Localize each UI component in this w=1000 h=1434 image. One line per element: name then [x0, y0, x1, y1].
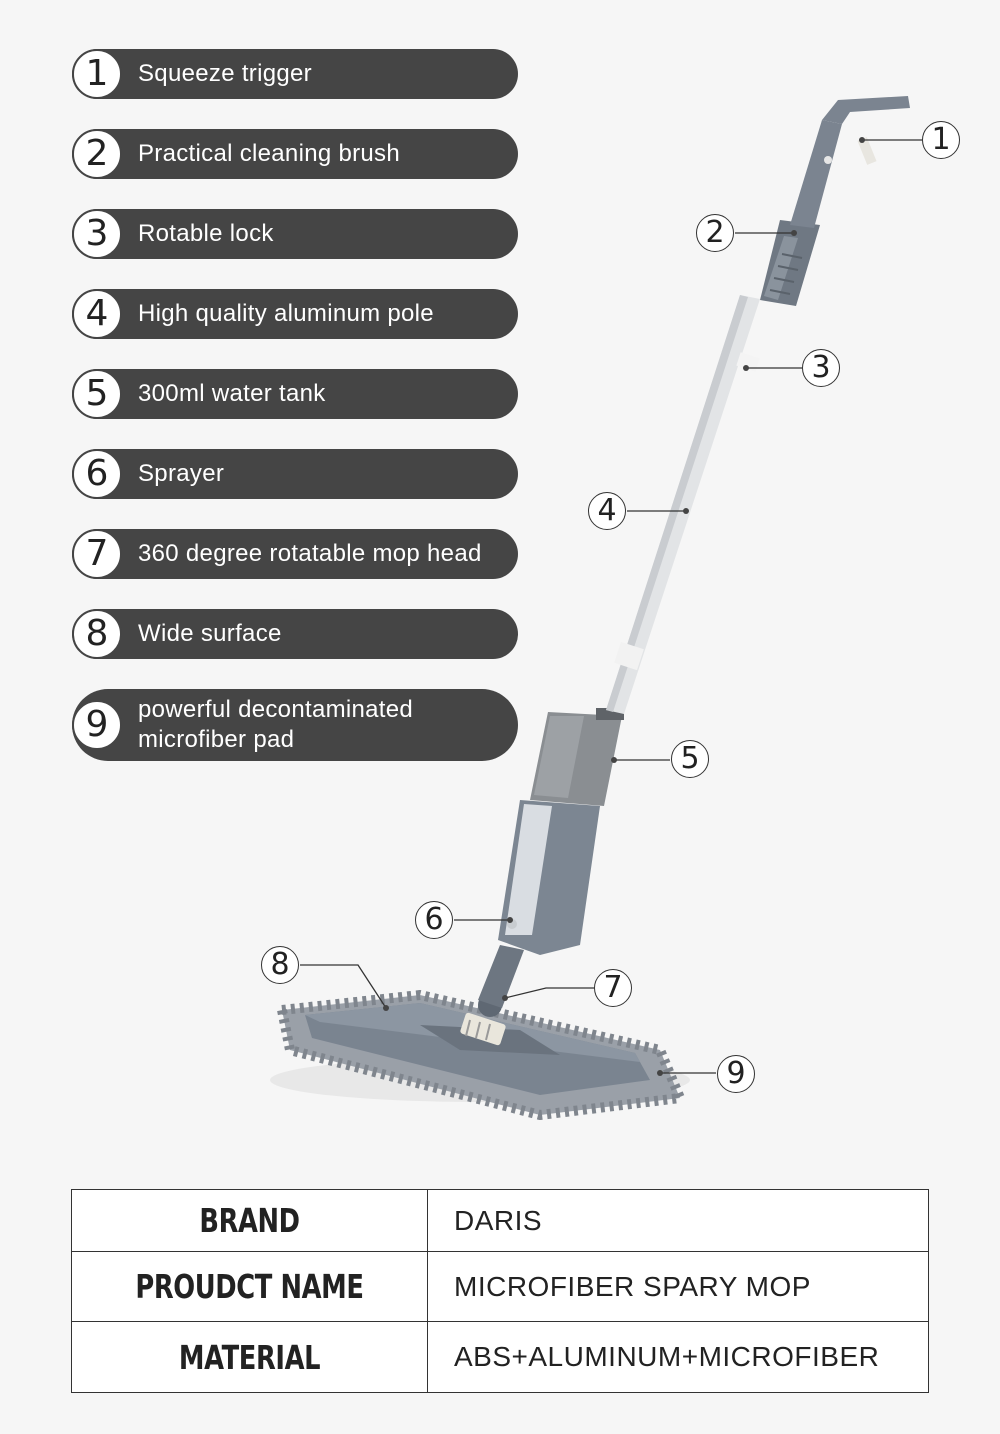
spec-value: ABS+ALUMINUM+MICROFIBER	[428, 1322, 929, 1393]
spec-table	[71, 1189, 929, 1393]
callout-3: 3	[802, 349, 840, 387]
feature-label: 300ml water tank	[138, 380, 326, 407]
callout-8: 8	[261, 946, 299, 984]
callout-6: 6	[415, 901, 453, 939]
feature-label: Wide surface	[138, 620, 282, 647]
feature-label: Rotable lock	[138, 220, 274, 247]
leader-lines	[300, 140, 922, 1073]
aluminum-pole	[606, 295, 760, 714]
feature-number: 1	[72, 49, 122, 99]
water-tank	[498, 708, 624, 955]
callout-1: 1	[922, 121, 960, 159]
table-row	[72, 1190, 929, 1252]
feature-number: 9	[72, 700, 122, 750]
feature-number: 5	[72, 369, 122, 419]
spec-value: MICROFIBER SPARY MOP	[428, 1252, 929, 1322]
spec-value: DARIS	[428, 1190, 929, 1252]
callout-2: 2	[696, 214, 734, 252]
feature-label: Squeeze trigger	[138, 60, 312, 87]
table-row	[72, 1322, 929, 1393]
callout-5: 5	[671, 740, 709, 778]
feature-label: Sprayer	[138, 460, 225, 487]
feature-number: 3	[72, 209, 122, 259]
callout-9: 9	[717, 1055, 755, 1093]
callout-7: 7	[594, 969, 632, 1007]
spec-key: BRAND	[199, 1201, 300, 1240]
handle	[760, 96, 910, 306]
callout-4: 4	[588, 492, 626, 530]
feature-number: 8	[72, 609, 122, 659]
table-row	[72, 1252, 929, 1322]
feature-label: High quality aluminum pole	[138, 300, 434, 327]
spec-key: PROUDCT NAME	[135, 1267, 364, 1306]
feature-number: 6	[72, 449, 122, 499]
feature-label: powerful decontaminated microfiber pad	[138, 696, 414, 753]
feature-number: 2	[72, 129, 122, 179]
spec-key: MATERIAL	[178, 1337, 321, 1377]
feature-number: 4	[72, 289, 122, 339]
feature-label: 360 degree rotatable mop head	[138, 540, 482, 567]
feature-label: Practical cleaning brush	[138, 140, 401, 167]
feature-number: 7	[72, 529, 122, 579]
